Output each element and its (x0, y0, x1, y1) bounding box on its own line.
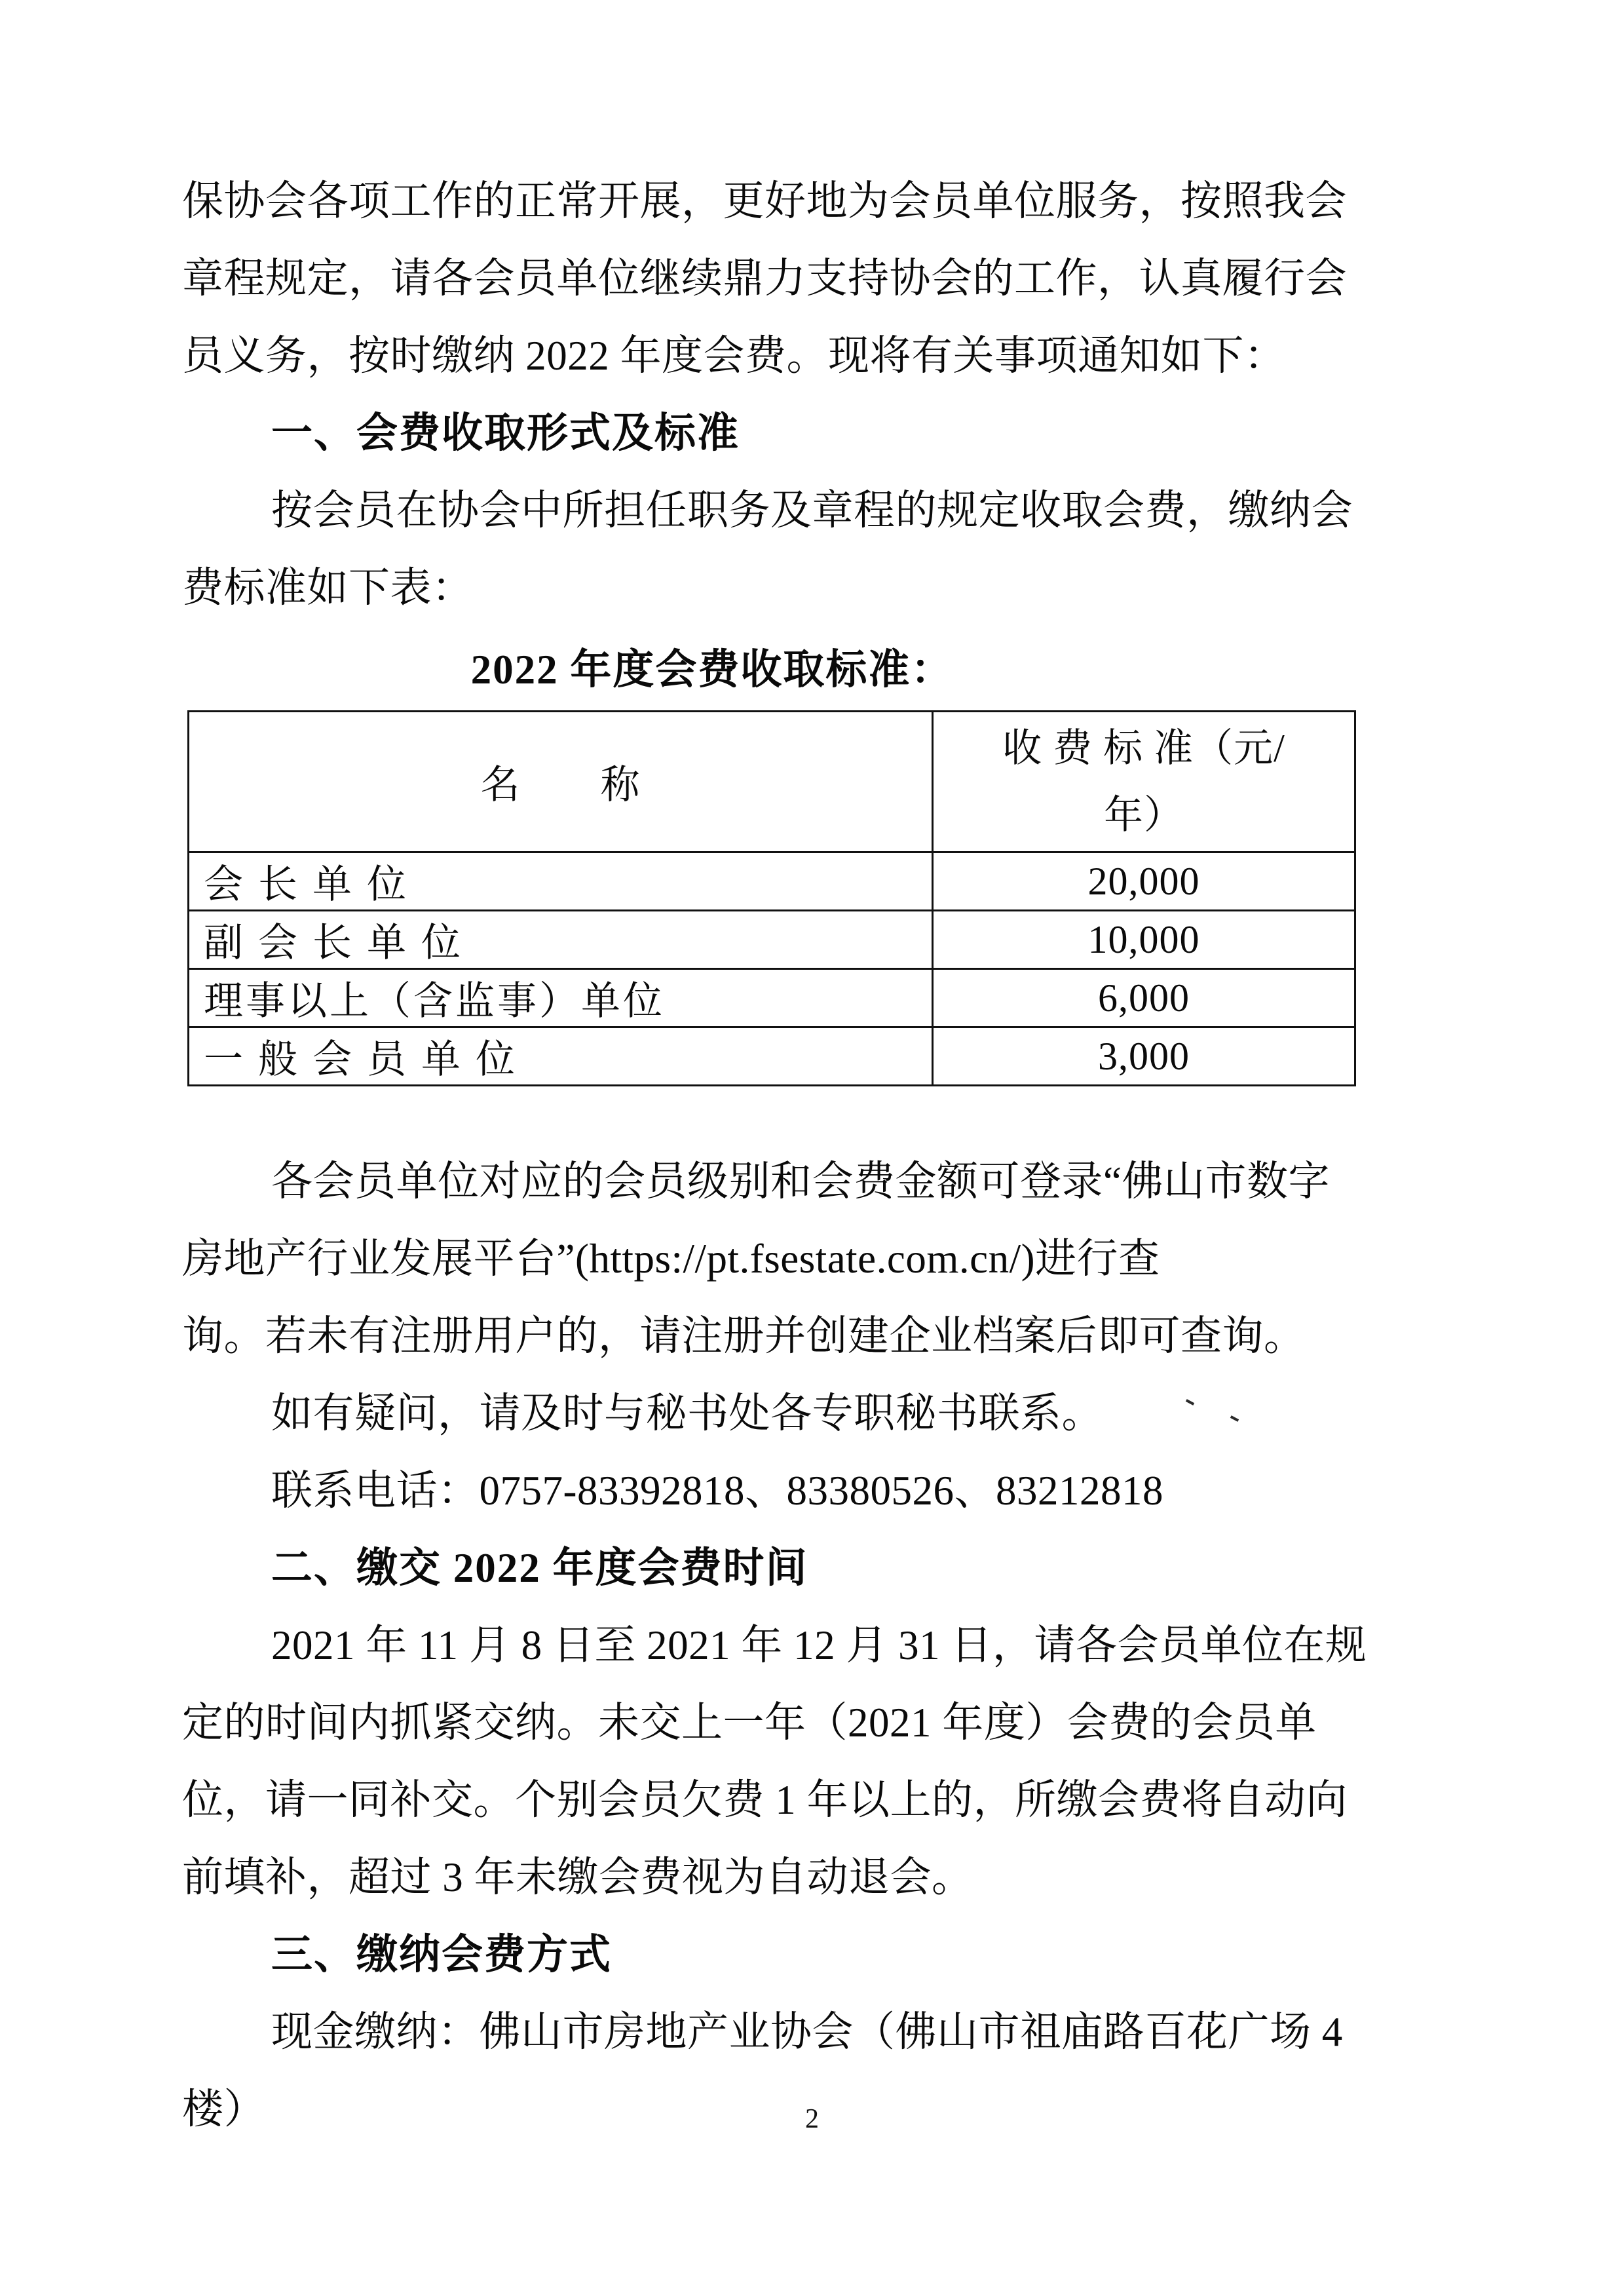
paragraph-line: 位，请一同补交。个别会员欠费 1 年以上的，所缴会费将自动向 (182, 1777, 1348, 1823)
table-header-name (189, 712, 933, 852)
section-2-body (182, 1607, 1393, 1916)
paragraph-line: 房地产行业发展平台”(https://pt.fsestate.com.cn/)进行查 (182, 1236, 1160, 1282)
table-title: 2022 年度会费收取标准： (470, 647, 954, 693)
paragraph-contact-note (182, 1375, 1393, 1452)
section-3-heading (182, 1916, 1393, 1993)
spacer (182, 626, 1393, 636)
paragraph-line: 保协会各项工作的正常开展，更好地为会员单位服务，按照我会 (182, 178, 1347, 224)
paragraph-line: 费标准如下表： (182, 565, 474, 611)
paragraph-line: 各会员单位对应的会员级别和会费金额可登录“佛山市数字 (271, 1158, 1330, 1204)
contact-note-text: 如有疑问，请及时与秘书处各专职秘书联系。 (271, 1390, 1103, 1436)
table-header-fee-line1: 收 费 标 准（元/ (1002, 727, 1285, 770)
paragraph-line: 询。若未有注册用户的，请注册并创建企业档案后即可查询。 (182, 1313, 1306, 1359)
paragraph-line: 员义务，按时缴纳 2022 年度会费。现将有关事项通知如下： (182, 333, 1286, 379)
page-content (182, 163, 1393, 2148)
section-heading-text: 一、会费收取形式及标准 (271, 410, 740, 456)
table-cell-name: 会 长 单 位 (189, 852, 933, 911)
table-header-fee-line2: 年） (1104, 794, 1184, 837)
contact-phone-text: 联系电话：0757-83392818、83380526、83212818 (271, 1468, 1163, 1514)
table-header-row (189, 712, 1355, 852)
table-header-name-label: 名 称 (480, 763, 641, 807)
paragraph-platform-lookup (182, 1143, 1393, 1375)
table-cell-name: 一 般 会 员 单 位 (189, 1027, 933, 1086)
table-row (189, 969, 1355, 1027)
table-header-fee (933, 712, 1355, 852)
paragraph-line: 2021 年 11 月 8 日至 2021 年 12 月 31 日，请各会员单位在规 (271, 1622, 1367, 1668)
table-cell-fee: 10,000 (933, 911, 1355, 969)
table-row (189, 1027, 1355, 1086)
paragraph-line: 章程规定，请各会员单位继续鼎力支持协会的工作，认真履行会 (182, 256, 1347, 301)
table-row (189, 911, 1355, 969)
fee-standard-table (187, 710, 1356, 1086)
section-1-body (182, 472, 1393, 626)
paragraph-line: 按会员在协会中所担任职务及章程的规定收取会费，缴纳会 (271, 488, 1353, 533)
paragraph-contact-phone (182, 1452, 1393, 1529)
table-row (189, 852, 1355, 911)
table-cell-name: 副 会 长 单 位 (189, 911, 933, 969)
table-cell-fee: 3,000 (933, 1027, 1355, 1086)
table-cell-fee: 20,000 (933, 852, 1355, 911)
paragraph-line: 前填补，超过 3 年未缴会费视为自动退会。 (182, 1854, 973, 1900)
section-1-heading (182, 394, 1393, 472)
section-2-heading (182, 1529, 1393, 1607)
table-cell-fee: 6,000 (933, 969, 1355, 1027)
paragraph-line: 楼） (182, 2086, 265, 2132)
section-heading-text: 三、缴纳会费方式 (271, 1932, 612, 1978)
page-number: 2 (805, 2104, 819, 2134)
table-cell-name: 理事以上（含监事）单位 (189, 969, 933, 1027)
section-heading-text: 二、缴交 2022 年度会费时间 (271, 1545, 808, 1591)
paragraph-line: 现金缴纳：佛山市房地产业协会（佛山市祖庙路百花广场 4 (271, 2009, 1343, 2055)
paragraph-opening (182, 163, 1393, 394)
spacer (182, 1086, 1393, 1143)
paragraph-line: 定的时间内抓紧交纳。未交上一年（2021 年度）会费的会员单 (182, 1700, 1317, 1746)
